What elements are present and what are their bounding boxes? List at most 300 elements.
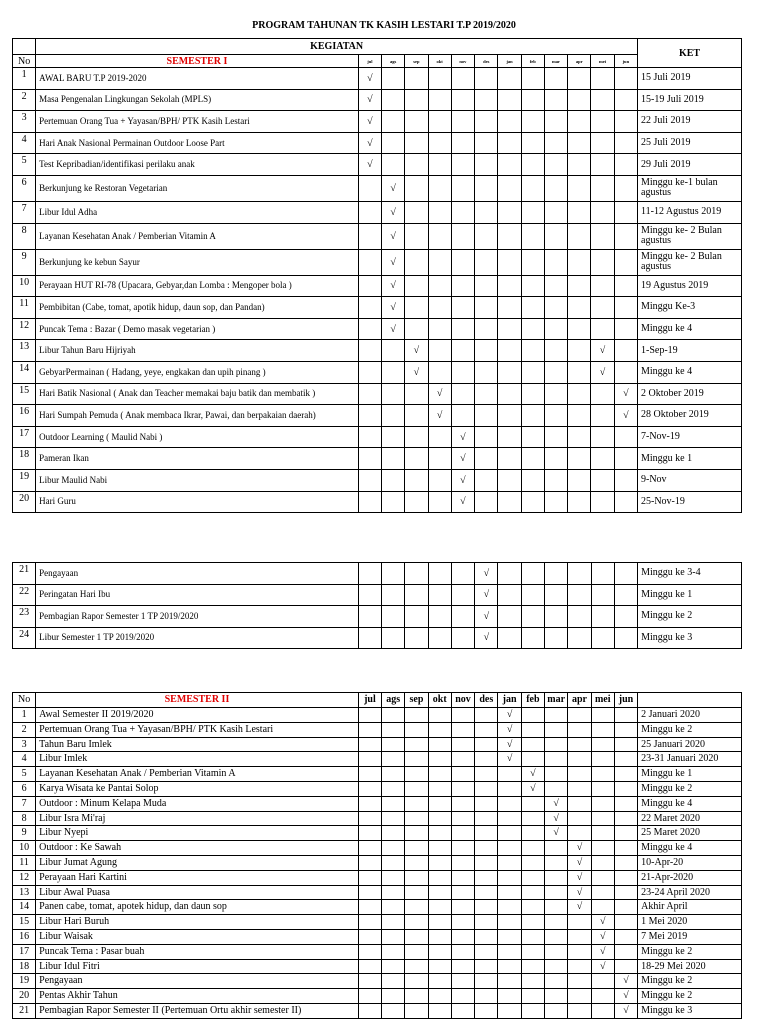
activity-name: Pembagian Rapor Semester II (Pertemuan Ortu akhir semester II) xyxy=(36,1003,359,1018)
month-cell xyxy=(405,491,428,513)
row-number: 1 xyxy=(13,68,36,90)
month-cell xyxy=(428,68,451,90)
row-number: 20 xyxy=(13,491,36,513)
month-cell xyxy=(428,752,451,767)
month-cell xyxy=(591,201,614,223)
ket-cell: 2 Oktober 2019 xyxy=(638,383,742,405)
activity-name: Libur Semester 1 TP 2019/2020 xyxy=(36,627,359,649)
month-cell xyxy=(498,111,521,133)
activity-name: Libur Waisak xyxy=(36,929,359,944)
activity-name: Libur Tahun Baru Hijriyah xyxy=(36,340,359,362)
month-cell xyxy=(428,275,451,297)
month-cell xyxy=(614,201,637,223)
activity-name: Hari Sumpah Pemuda ( Anak membaca Ikrar, Pawai, dan berpakaian daerah) xyxy=(36,405,359,427)
month-cell xyxy=(405,89,428,111)
month-cell xyxy=(405,722,428,737)
month-cell xyxy=(568,297,591,319)
month-cell xyxy=(521,929,544,944)
month-cell xyxy=(521,959,544,974)
month-cell xyxy=(382,915,405,930)
month-cell xyxy=(591,811,614,826)
month-cell xyxy=(451,900,474,915)
month-cell xyxy=(545,737,568,752)
month-cell xyxy=(451,201,474,223)
check-mark: √ xyxy=(382,318,405,340)
month-cell xyxy=(382,426,405,448)
check-mark: √ xyxy=(358,111,381,133)
ket-cell: Minggu ke-1 bulan agustus xyxy=(638,175,742,201)
month-cell xyxy=(614,175,637,201)
month-cell xyxy=(475,811,498,826)
month-cell xyxy=(358,426,381,448)
month-cell xyxy=(498,448,521,470)
month-cell xyxy=(428,223,451,249)
activity-name: Berkunjung ke kebun Sayur xyxy=(36,249,359,275)
check-mark: √ xyxy=(545,826,568,841)
month-header: des xyxy=(475,693,498,708)
row-number: 19 xyxy=(13,469,36,491)
month-cell xyxy=(544,405,567,427)
row-number: 3 xyxy=(13,111,36,133)
month-cell xyxy=(451,89,474,111)
month-cell xyxy=(428,426,451,448)
month-cell xyxy=(545,708,568,723)
month-cell xyxy=(614,426,637,448)
month-cell xyxy=(521,340,544,362)
month-cell xyxy=(382,944,405,959)
month-header: mar xyxy=(544,55,567,68)
month-cell xyxy=(382,826,405,841)
month-cell xyxy=(451,870,474,885)
ket-cell: 19 Agustus 2019 xyxy=(638,275,742,297)
month-cell xyxy=(521,448,544,470)
table-row xyxy=(13,448,742,470)
month-cell xyxy=(382,563,405,585)
month-cell xyxy=(568,111,591,133)
month-cell xyxy=(521,915,544,930)
month-cell xyxy=(475,175,498,201)
month-cell xyxy=(591,132,614,154)
month-cell xyxy=(498,405,521,427)
month-cell xyxy=(405,989,428,1004)
month-cell xyxy=(568,584,591,606)
month-cell xyxy=(358,318,381,340)
activity-name: Libur Idul Adha xyxy=(36,201,359,223)
check-mark: √ xyxy=(614,989,637,1004)
month-cell xyxy=(475,111,498,133)
month-cell xyxy=(428,915,451,930)
month-cell xyxy=(382,606,405,628)
ket-cell: Minggu ke 2 xyxy=(638,989,742,1004)
month-cell xyxy=(545,841,568,856)
ket-cell: 9-Nov xyxy=(638,469,742,491)
month-cell xyxy=(614,826,637,841)
month-cell xyxy=(475,767,498,782)
check-mark: √ xyxy=(498,722,521,737)
month-cell xyxy=(475,318,498,340)
ket-cell: 22 Maret 2020 xyxy=(638,811,742,826)
month-cell xyxy=(521,885,544,900)
month-cell xyxy=(382,111,405,133)
table-row xyxy=(13,885,742,900)
month-cell xyxy=(591,606,614,628)
month-cell xyxy=(544,491,567,513)
month-cell xyxy=(614,275,637,297)
activity-name: AWAL BARU T.P 2019-2020 xyxy=(36,68,359,90)
table-row xyxy=(13,340,742,362)
table-row xyxy=(13,944,742,959)
activity-name: Libur Idul Fitri xyxy=(36,959,359,974)
check-mark: √ xyxy=(614,405,637,427)
month-cell xyxy=(382,767,405,782)
month-cell xyxy=(498,68,521,90)
month-cell xyxy=(405,752,428,767)
month-header: sep xyxy=(405,693,428,708)
month-cell xyxy=(591,841,614,856)
month-cell xyxy=(545,1003,568,1018)
row-number: 2 xyxy=(13,89,36,111)
month-cell xyxy=(382,855,405,870)
month-cell xyxy=(521,737,544,752)
month-cell xyxy=(475,915,498,930)
month-cell xyxy=(614,900,637,915)
ket-cell: Minggu ke 4 xyxy=(638,841,742,856)
month-cell xyxy=(451,175,474,201)
row-number: 14 xyxy=(13,900,36,915)
row-number: 12 xyxy=(13,318,36,340)
ket-cell: 25 Januari 2020 xyxy=(638,737,742,752)
month-cell xyxy=(545,870,568,885)
table-row xyxy=(13,855,742,870)
table-row xyxy=(13,989,742,1004)
month-cell xyxy=(405,870,428,885)
table-row xyxy=(13,584,742,606)
table-row xyxy=(13,737,742,752)
row-number: 13 xyxy=(13,885,36,900)
month-cell xyxy=(614,89,637,111)
month-cell xyxy=(382,68,405,90)
month-cell xyxy=(358,249,381,275)
table-row xyxy=(13,275,742,297)
month-cell xyxy=(428,132,451,154)
month-cell xyxy=(545,929,568,944)
table-row xyxy=(13,318,742,340)
month-cell xyxy=(382,722,405,737)
row-number: 17 xyxy=(13,426,36,448)
month-cell xyxy=(544,111,567,133)
month-cell xyxy=(544,448,567,470)
month-cell xyxy=(568,722,591,737)
month-cell xyxy=(428,361,451,383)
month-cell xyxy=(498,989,521,1004)
ket-cell: Minggu ke 2 xyxy=(638,781,742,796)
month-cell xyxy=(591,89,614,111)
month-cell xyxy=(358,297,381,319)
month-cell xyxy=(428,89,451,111)
month-cell xyxy=(498,974,521,989)
month-cell xyxy=(405,855,428,870)
month-cell xyxy=(521,584,544,606)
activity-name: Pameran Ikan xyxy=(36,448,359,470)
row-number: 9 xyxy=(13,826,36,841)
ket-cell: Minggu ke 4 xyxy=(638,361,742,383)
month-cell xyxy=(568,275,591,297)
check-mark: √ xyxy=(382,175,405,201)
month-cell xyxy=(358,275,381,297)
check-mark: √ xyxy=(568,855,591,870)
month-cell xyxy=(498,249,521,275)
month-cell xyxy=(451,929,474,944)
month-cell xyxy=(358,1003,381,1018)
month-cell xyxy=(451,752,474,767)
ket-cell: 23-24 April 2020 xyxy=(638,885,742,900)
month-cell xyxy=(545,944,568,959)
table-row xyxy=(13,627,742,649)
month-cell xyxy=(405,811,428,826)
month-cell xyxy=(591,383,614,405)
month-cell xyxy=(545,974,568,989)
check-mark: √ xyxy=(428,383,451,405)
month-cell xyxy=(382,584,405,606)
row-number: 8 xyxy=(13,223,36,249)
month-cell xyxy=(428,627,451,649)
month-cell xyxy=(591,448,614,470)
month-cell xyxy=(498,959,521,974)
month-header: nov xyxy=(451,693,474,708)
month-cell xyxy=(428,708,451,723)
month-cell xyxy=(358,606,381,628)
month-cell xyxy=(568,469,591,491)
month-cell xyxy=(475,448,498,470)
month-cell xyxy=(544,275,567,297)
month-cell xyxy=(614,737,637,752)
month-cell xyxy=(428,154,451,176)
month-cell xyxy=(614,915,637,930)
month-header: des xyxy=(475,55,498,68)
month-cell xyxy=(521,361,544,383)
month-cell xyxy=(382,89,405,111)
month-cell xyxy=(544,89,567,111)
month-cell xyxy=(475,737,498,752)
month-cell xyxy=(382,752,405,767)
month-cell xyxy=(498,900,521,915)
activity-name: Libur Hari Buruh xyxy=(36,915,359,930)
activity-name: Pengayaan xyxy=(36,563,359,585)
ket-cell: 7-Nov-19 xyxy=(638,426,742,448)
activity-name: Pembagian Rapor Semester 1 TP 2019/2020 xyxy=(36,606,359,628)
activity-name: Hari Anak Nasional Permainan Outdoor Loose Part xyxy=(36,132,359,154)
check-mark: √ xyxy=(521,767,544,782)
month-cell xyxy=(614,584,637,606)
row-number: 10 xyxy=(13,275,36,297)
table-row xyxy=(13,811,742,826)
month-cell xyxy=(521,318,544,340)
month-cell xyxy=(382,154,405,176)
month-cell xyxy=(451,584,474,606)
month-cell xyxy=(451,1003,474,1018)
row-number: 20 xyxy=(13,989,36,1004)
month-cell xyxy=(545,767,568,782)
month-cell xyxy=(498,340,521,362)
activity-name: Libur Maulid Nabi xyxy=(36,469,359,491)
semester-1-continued-table xyxy=(12,562,742,649)
month-cell xyxy=(498,826,521,841)
month-cell xyxy=(568,201,591,223)
table-row xyxy=(13,826,742,841)
month-cell xyxy=(475,405,498,427)
month-cell xyxy=(591,491,614,513)
month-cell xyxy=(591,796,614,811)
table-row xyxy=(13,426,742,448)
month-cell xyxy=(568,132,591,154)
month-cell xyxy=(545,959,568,974)
month-cell xyxy=(382,448,405,470)
month-cell xyxy=(382,841,405,856)
row-number: 11 xyxy=(13,297,36,319)
month-cell xyxy=(545,627,568,649)
month-cell xyxy=(498,563,521,585)
month-cell xyxy=(521,491,544,513)
row-number: 5 xyxy=(13,767,36,782)
month-cell xyxy=(451,627,474,649)
month-cell xyxy=(591,405,614,427)
month-cell xyxy=(545,915,568,930)
check-mark: √ xyxy=(358,132,381,154)
month-cell xyxy=(405,915,428,930)
month-cell xyxy=(358,361,381,383)
month-cell xyxy=(498,841,521,856)
month-cell xyxy=(591,855,614,870)
month-cell xyxy=(591,154,614,176)
month-cell xyxy=(428,974,451,989)
month-cell xyxy=(521,811,544,826)
month-cell xyxy=(428,944,451,959)
check-mark: √ xyxy=(614,974,637,989)
activity-name: Libur Nyepi xyxy=(36,826,359,841)
month-cell xyxy=(358,175,381,201)
month-cell xyxy=(544,154,567,176)
month-cell xyxy=(614,563,637,585)
activity-name: Puncak Tema : Pasar buah xyxy=(36,944,359,959)
month-cell xyxy=(544,318,567,340)
month-cell xyxy=(428,722,451,737)
month-cell xyxy=(544,132,567,154)
month-cell xyxy=(498,132,521,154)
month-cell xyxy=(405,68,428,90)
month-cell xyxy=(475,959,498,974)
check-mark: √ xyxy=(451,426,474,448)
month-cell xyxy=(405,767,428,782)
ket-cell: Minggu ke 4 xyxy=(638,318,742,340)
month-cell xyxy=(358,722,381,737)
check-mark: √ xyxy=(405,361,428,383)
month-cell xyxy=(614,469,637,491)
check-mark: √ xyxy=(358,68,381,90)
activity-name: Pengayaan xyxy=(36,974,359,989)
month-cell xyxy=(568,448,591,470)
month-cell xyxy=(591,1003,614,1018)
month-cell xyxy=(405,175,428,201)
ket-cell: Minggu ke 1 xyxy=(638,584,742,606)
month-cell xyxy=(568,959,591,974)
table-row xyxy=(13,1003,742,1018)
month-cell xyxy=(568,491,591,513)
month-cell xyxy=(428,781,451,796)
activity-name: Pertemuan Orang Tua + Yayasan/BPH/ PTK Kasih Lestari xyxy=(36,722,359,737)
month-cell xyxy=(358,944,381,959)
month-cell xyxy=(614,448,637,470)
month-cell xyxy=(475,361,498,383)
month-cell xyxy=(475,426,498,448)
ket-cell: 25 Juli 2019 xyxy=(638,132,742,154)
month-cell xyxy=(405,223,428,249)
month-cell xyxy=(498,426,521,448)
ket-cell: 10-Apr-20 xyxy=(638,855,742,870)
month-header: okt xyxy=(428,55,451,68)
month-cell xyxy=(591,708,614,723)
ket-cell: Minggu ke 2 xyxy=(638,974,742,989)
month-cell xyxy=(498,491,521,513)
month-cell xyxy=(545,989,568,1004)
month-cell xyxy=(568,361,591,383)
month-header: okt xyxy=(428,693,451,708)
row-number: 5 xyxy=(13,154,36,176)
month-cell xyxy=(568,405,591,427)
table-row xyxy=(13,491,742,513)
month-cell xyxy=(405,563,428,585)
month-cell xyxy=(358,974,381,989)
month-header: jan xyxy=(498,693,521,708)
semester-1-label: SEMESTER I xyxy=(36,55,359,68)
month-cell xyxy=(568,154,591,176)
month-cell xyxy=(475,201,498,223)
month-cell xyxy=(475,275,498,297)
month-cell xyxy=(405,841,428,856)
check-mark: √ xyxy=(591,944,614,959)
month-cell xyxy=(544,201,567,223)
table-row xyxy=(13,89,742,111)
activity-name: Layanan Kesehatan Anak / Pemberian Vitamin A xyxy=(36,767,359,782)
month-cell xyxy=(382,974,405,989)
table-row xyxy=(13,132,742,154)
ket-cell: Minggu ke 3-4 xyxy=(638,563,742,585)
month-cell xyxy=(521,606,544,628)
month-cell xyxy=(428,900,451,915)
month-cell xyxy=(428,249,451,275)
check-mark: √ xyxy=(568,841,591,856)
no-header: No xyxy=(13,55,36,68)
month-cell xyxy=(614,959,637,974)
month-cell xyxy=(405,1003,428,1018)
month-cell xyxy=(382,1003,405,1018)
month-cell xyxy=(521,383,544,405)
month-cell xyxy=(451,318,474,340)
month-cell xyxy=(428,841,451,856)
row-number: 24 xyxy=(13,627,36,649)
ket-cell: 23-31 Januari 2020 xyxy=(638,752,742,767)
table-row xyxy=(13,223,742,249)
month-cell xyxy=(568,915,591,930)
ket-cell: 2 Januari 2020 xyxy=(638,708,742,723)
row-number: 11 xyxy=(13,855,36,870)
month-cell xyxy=(591,469,614,491)
month-cell xyxy=(498,318,521,340)
month-cell xyxy=(451,563,474,585)
month-cell xyxy=(498,175,521,201)
month-cell xyxy=(451,708,474,723)
month-cell xyxy=(545,900,568,915)
month-cell xyxy=(521,132,544,154)
